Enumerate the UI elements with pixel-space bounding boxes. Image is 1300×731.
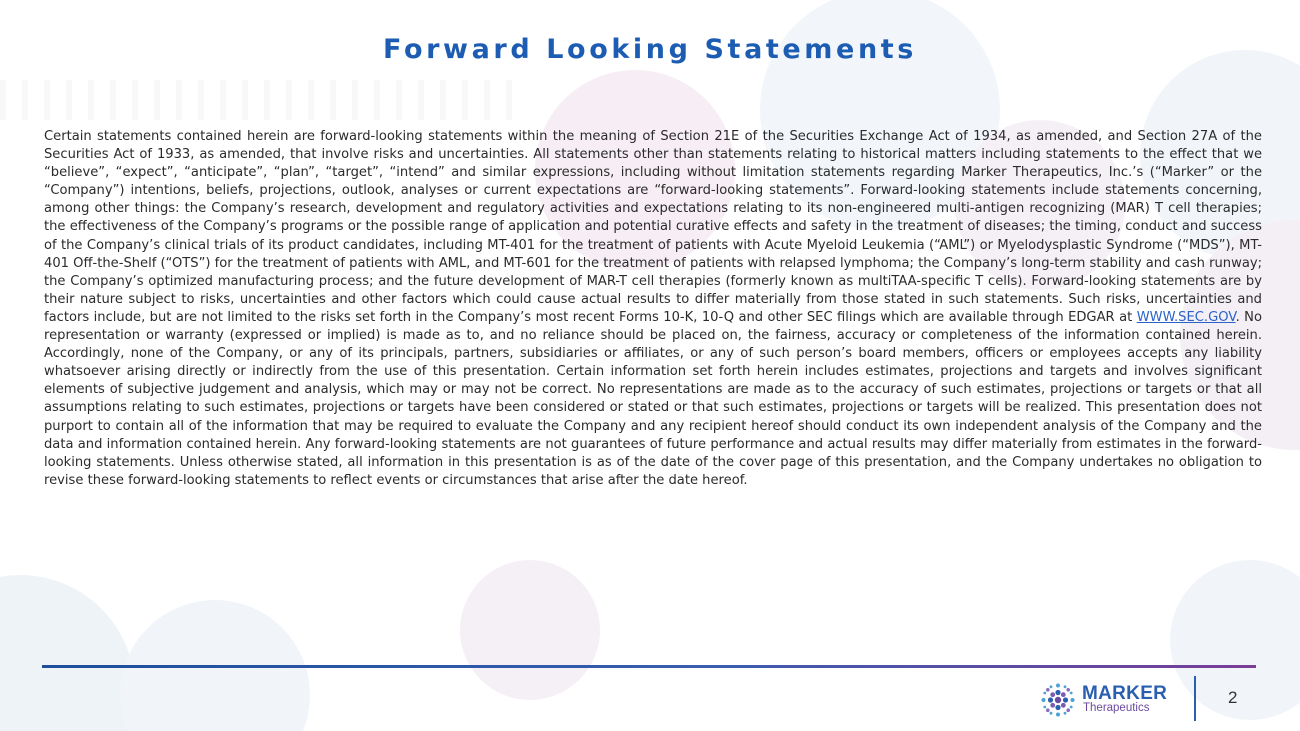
sec-link[interactable]: WWW.SEC.GOV bbox=[1136, 309, 1236, 325]
slide-title: Forward Looking Statements bbox=[383, 34, 917, 65]
logo-subtitle: Therapeutics bbox=[1083, 702, 1150, 714]
disclaimer-body bbox=[44, 128, 1262, 490]
page-number: 2 bbox=[1228, 688, 1238, 707]
body-text-part-2: . No representation or warranty (expressed or implied) is made as to, and no reliance should be placed on, the fairness, accuracy or completeness of the information contained herein. Accordingly, none of the Company, or any of its principals, partners, subsidiaries or affiliates, or any of such person’s board members, officers or employees accepts any liability whatsoever arising directly or indirectly from the use of this presentation. Certain information set forth herein includes estimates, projections and targets and involves significant elements of subjective judgement and analysis, which may or may not be correct. No representations are made as to the accuracy of such estimates, projections or targets or that all assumptions relating to such estimates, projections or targets have been considered or stated or that such estimates, projections or targets will be realized. This presentation does not purport to contain all of the information that may be required to evaluate the Company and any recipient hereof should conduct its own independent analysis of the Company and the data and information contained herein. Any forward-looking statements are not guarantees of future performance and actual results may differ materially from estimates in the forward-looking statements. Unless otherwise stated, all information in this presentation is as of the date of the cover page of this presentation, and the Company undertakes no obligation to revise these forward-looking statements to reflect events or circumstances that arise after the date hereof. bbox=[44, 309, 1262, 488]
marker-logo-icon bbox=[1040, 682, 1076, 718]
logo-wordmark: MARKER bbox=[1082, 683, 1168, 704]
footer-rule bbox=[42, 665, 1256, 668]
body-text-part-1: Certain statements contained herein are forward-looking statements within the meaning of Section 21E of the Securities Exchange Act of 1934, as amended, and Section 27A of the Securities Act of 1933, as amended, that involve risks and uncertainties. All statements other than statements relating to historical matters including statements to the effect that we “believe”, “expect”, “anticipate”, “plan”, “target”, “intend” and similar expressions, including without limitation statements regarding Marker Therapeutics, Inc.’s (“Marker” or the “Company”) intentions, beliefs, projections, outlook, analyses or current expectations are “forward-looking statements”. Forward-looking statements include statements concerning, among other things: the Company’s research, development and regulatory activities and expectations relating to its non-engineered multi-antigen recognizing (MAR) T cell therapies; the effectiveness of the Company’s programs or the possible range of application and potential curative effects and safety in the treatment of diseases; the timing, conduct and success of the Company’s clinical trials of its product candidates, including MT-401 for the treatment of patients with Acute Myeloid Leukemia (“AML”) or Myelodysplastic Syndrome (“MDS”), MT-401 Off-the-Shelf (“OTS”) for the treatment of patients with AML, and MT-601 for the treatment of patients with relapsed lymphoma; the Company’s long-term stability and cash runway; the Company’s optimized manufacturing process; and the future development of MAR-T cell therapies (formerly known as multiTAA-specific T cells). Forward-looking statements are by their nature subject to risks, uncertainties and other factors which could cause actual results to differ materially from those stated in such statements. Such risks, uncertainties and factors include, but are not limited to the risks set forth in the Company’s most recent Forms 10-K, 10-Q and other SEC filings which are available through EDGAR at bbox=[44, 129, 1262, 325]
company-logo bbox=[1040, 680, 1180, 720]
footer-divider bbox=[1194, 676, 1196, 721]
